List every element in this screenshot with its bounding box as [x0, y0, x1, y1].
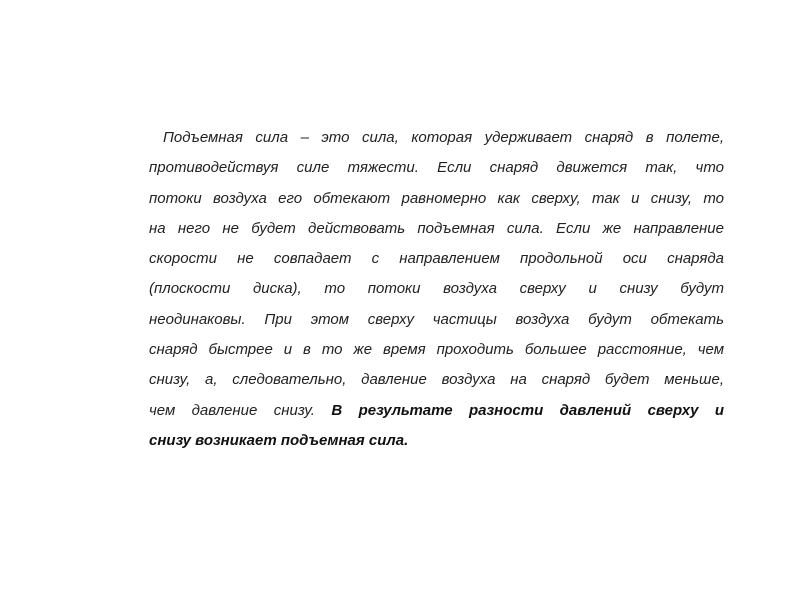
paragraph-line-10 [149, 396, 724, 426]
paragraph-line-11 [149, 426, 724, 456]
conclusion-text-part-2: снизу возникает подъемная сила. [149, 431, 409, 449]
paragraph-line-2: противодействуя силе тяжести. Если снаряд движется так, что [149, 159, 724, 177]
conclusion-text-part-1: В результате разности давлений сверху и [331, 401, 724, 419]
paragraph-line-8: снаряд быстрее и в то же время проходить большее расстояние, чем [149, 341, 724, 359]
paragraph-line-4: на него не будет действовать подъемная сила. Если же направление [149, 219, 724, 237]
paragraph-line-9: снизу, а, следовательно, давление воздуха на снаряд будет меньше, [149, 371, 724, 389]
paragraph [149, 123, 724, 456]
paragraph-line-10-normal: чем давление снизу. [149, 401, 315, 419]
paragraph-line-3: потоки воздуха его обтекают равномерно как сверху, так и снизу, то [149, 189, 724, 207]
paragraph-line-1: Подъемная сила – это сила, которая удерживает снаряд в полете, [163, 129, 724, 146]
paragraph-line-5: скорости не совпадает с направлением продольной оси снаряда [149, 250, 724, 268]
paragraph-line-7: неодинаковы. При этом сверху частицы воздуха будут обтекать [149, 310, 724, 328]
paragraph-line-6: (плоскости диска), то потоки воздуха сверху и снизу будут [149, 280, 724, 298]
